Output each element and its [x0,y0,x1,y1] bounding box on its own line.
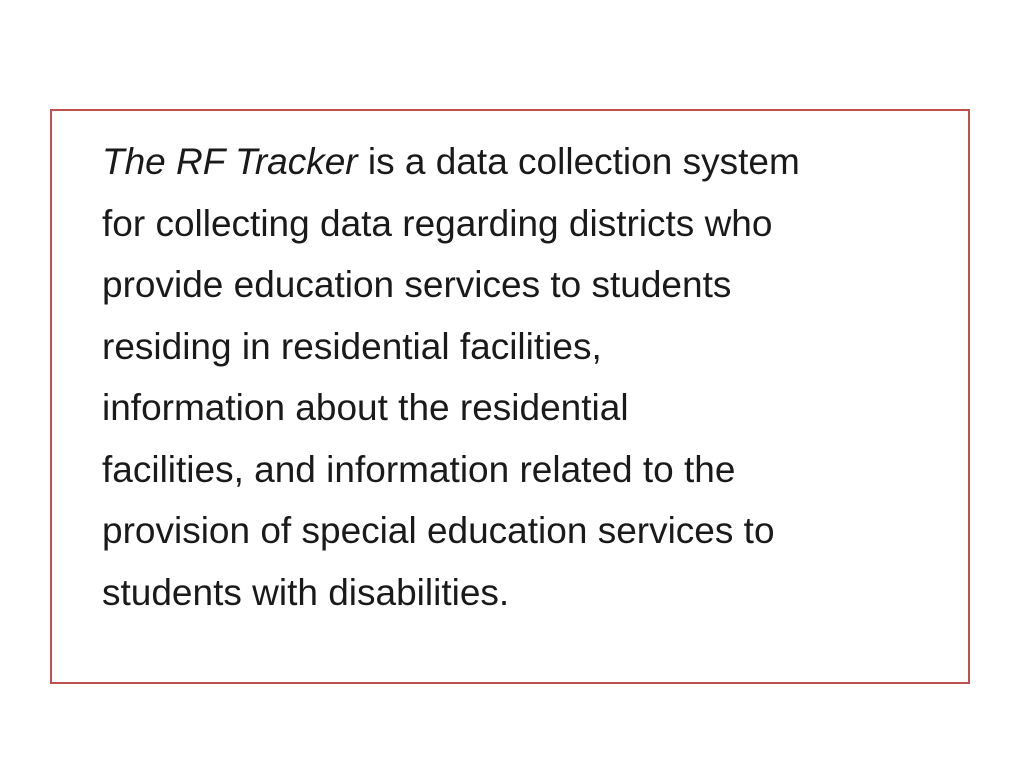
paragraph-line-6: facilities, and information related to the [102,448,736,490]
paragraph-line-8: students with disabilities. [102,571,510,613]
paragraph-line-1 [102,131,972,193]
line-1-text: is a data collection system [357,141,800,182]
paragraph-line-5: information about the residential [102,387,629,428]
paragraph-line-2: for collecting data regarding districts who [102,202,773,244]
body-paragraph [102,131,972,623]
rf-tracker-title: The RF Tracker [102,141,358,182]
paragraph-line-3: provide education services to students [102,264,732,305]
paragraph-line-4: residing in residential facilities, [102,325,602,367]
text-box [50,109,970,684]
paragraph-line-7: provision of special education services to [102,510,775,551]
